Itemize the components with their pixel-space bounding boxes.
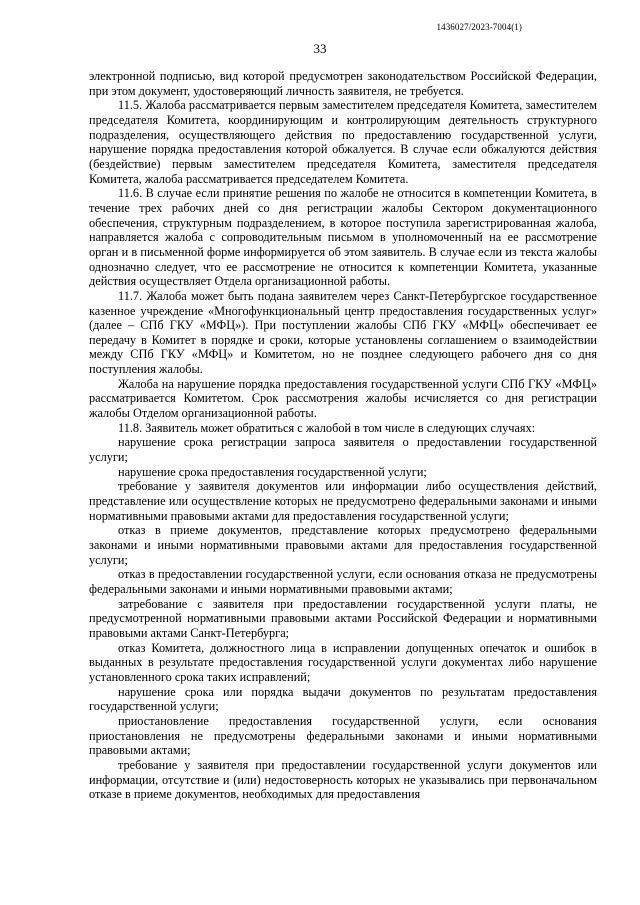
paragraph: 11.7. Жалоба может быть подана заявителем через Санкт-Петербургское государственное казенное учреждение «Многофункциональный центр предоставления государственных услуг» (далее – СПб ГКУ «МФЦ»). При поступлении жалобы СПб ГКУ «МФЦ» обеспечивает ее передачу в Комитет в порядке и сроки, которые установлены соглашением о взаимодействии между СПб ГКУ «МФЦ» и Комитетом, но не позднее следующего рабочего дня со дня поступления жалобы.	[89, 288, 597, 377]
page-number: 33	[313, 41, 327, 56]
paragraph: нарушение срока предоставления государственной услуги;	[118, 464, 427, 479]
paragraph: отказ в предоставлении государственной услуги, если основания отказа не предусмотрены федеральными законами и иными нормативными правовыми актами;	[89, 567, 597, 596]
document-body	[89, 69, 597, 802]
document-reference-number: 1436027/2023-7004(1)	[436, 22, 522, 32]
paragraph: 11.5. Жалоба рассматривается первым заместителем председателя Комитета, заместителем председателя Комитета, координирующим и контролирующим деятельность структурного подразделения, осуществляющего действия по предоставлению государственной услуги, нарушение порядка предоставления которой обжалуется. В случае если обжалуются действия (бездействие) первым заместителем председателя Комитета, заместителя председателя Комитета, жалоба рассматривается председателем Комитета.	[89, 98, 597, 186]
paragraph: требование у заявителя при предоставлении государственной услуги документов или информации, отсутствие и (или) недостоверность которых не указывались при первоначальном отказе в приеме документов, необходимых для предоставления	[89, 757, 597, 802]
paragraph: затребование с заявителя при предоставлении государственной услуги платы, не предусмотренной нормативными правовыми актами Российской Федерации и нормативными правовыми актами Санкт-Петербурга;	[89, 596, 597, 640]
paragraph: 11.8. Заявитель может обратиться с жалобой в том числе в следующих случаях:	[118, 420, 536, 435]
paragraph: отказ в приеме документов, представление которых предусмотрено федеральными законами и иными нормативными правовыми актами для предоставления государственной услуги;	[89, 523, 597, 567]
paragraph: нарушение срока регистрации запроса заявителя о предоставлении государственной услуги;	[89, 435, 597, 465]
paragraph: требование у заявителя документов или информации либо осуществления действий, представление или осуществление которых не предусмотрено федеральными законами и иными нормативными правовыми актами для предоставления государственной услуги;	[89, 479, 597, 523]
paragraph: нарушение срока или порядка выдачи документов по результатам предоставления государственной услуги;	[89, 684, 597, 714]
paragraph: отказ Комитета, должностного лица в исправлении допущенных опечаток и ошибок в выданных в результате предоставления государственной услуги документах либо нарушение установленного срока таких исправлений;	[89, 640, 597, 684]
paragraph: электронной подписью, вид которой предусмотрен законодательством Российской Федерации, при этом документ, удостоверяющий личность заявителя, не требуется.	[89, 69, 597, 98]
paragraph: приостановление предоставления государственной услуги, если основания приостановления не предусмотрены федеральными законами и иными нормативными правовыми актами;	[89, 713, 597, 758]
paragraph: Жалоба на нарушение порядка предоставления государственной услуги СПб ГКУ «МФЦ» рассматривается Комитетом. Срок рассмотрения жалобы исчисляется со дня регистрации жалобы Отделом организационной работы.	[89, 376, 597, 421]
paragraph: 11.6. В случае если принятие решения по жалобе не относится в компетенции Комитета, в течение трех рабочих дней со дня регистрации жалобы Сектором документационного обеспечения, структурным подразделением, в которое поступила зарегистрированная жалоба, направляется жалоба с сопроводительным письмом в уполномоченный на ее рассмотрение орган и в письменной форме информируется об этом заявитель. В случае если из текста жалобы однозначно следует, что ее рассмотрение не относится к компетенции Комитета, указанные действия осуществляет Отдела организационной работы.	[89, 186, 597, 289]
